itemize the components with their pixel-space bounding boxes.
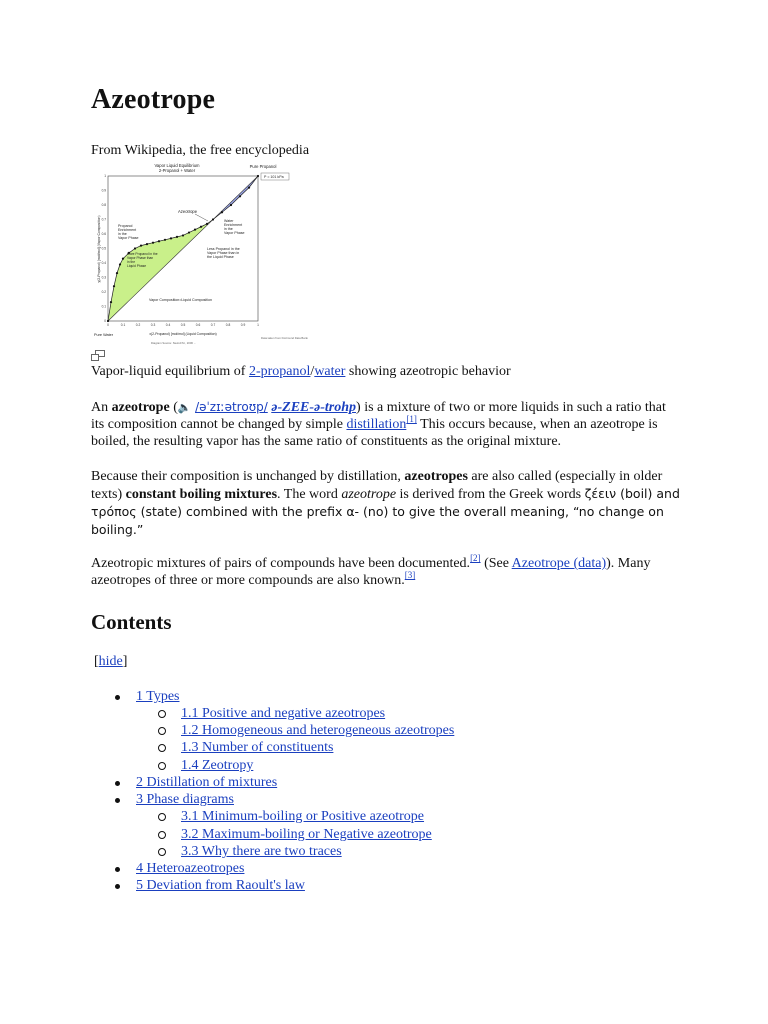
link-ipa[interactable]: /əˈzɪːətroʊp/: [195, 400, 268, 414]
bullet-icon: [115, 884, 120, 889]
label-diagonal: Vapor Composition=Liquid Composition: [149, 298, 212, 302]
citation-2[interactable]: [2]: [470, 553, 481, 563]
toc-link-3-1[interactable]: 3.1 Minimum-boiling or Positive azeotrope: [181, 809, 425, 824]
bold-term-constant-boiling: constant boiling mixtures: [125, 487, 278, 502]
vapor-point-0: [107, 320, 109, 322]
vapor-point-22: [230, 204, 232, 206]
circle-bullet-icon: [158, 831, 166, 839]
label-less-propanol-1: Less Propanol in the: [207, 247, 240, 251]
source-note-2: Diagram Source: Steindl M., 2006 ...: [151, 341, 197, 345]
label-water-enrichment-3: in the: [224, 227, 233, 231]
toc-item: [157, 758, 357, 775]
vapor-point-10: [152, 242, 154, 244]
bullet-icon: [115, 695, 120, 700]
vapor-point-13: [170, 237, 172, 239]
text: ) is a mixture of two or more liquids in such a ratio that its composition cannot be changed by simple: [91, 400, 666, 432]
figure-caption: [91, 364, 511, 380]
y-tick-label: 0: [104, 319, 106, 324]
toc-link-1-3[interactable]: 1.3 Number of constituents: [181, 740, 334, 755]
y-tick-label: 1: [104, 174, 106, 179]
citation-3[interactable]: [3]: [404, 570, 416, 580]
vapor-point-5: [122, 258, 124, 260]
figure-title-2: 2-Propanol + Water: [158, 168, 196, 173]
vapor-point-11: [158, 240, 160, 242]
toc-item: [112, 775, 372, 792]
y-tick-label: 0.2: [101, 290, 106, 295]
toc-item: [157, 809, 487, 826]
y-tick-label: 0.5: [101, 246, 106, 251]
toc-item: [112, 689, 292, 706]
figure-title-1: Vapor Liquid Equilibrium: [154, 163, 200, 168]
vapor-point-15: [182, 234, 184, 236]
toc-link-5[interactable]: 5 Deviation from Raoult's law: [136, 878, 305, 893]
x-tick-label: 0.6: [195, 323, 201, 327]
label-propanol-enrichment-1: Propanol: [118, 224, 133, 228]
vapor-point-4: [119, 263, 121, 265]
circle-bullet-icon: [158, 813, 166, 821]
toc-link-4[interactable]: 4 Heteroazeotropes: [136, 861, 245, 876]
vapor-point-2: [113, 285, 115, 287]
source-note-1: Data taken from Dortmund Data Bank: [261, 336, 308, 340]
vapor-point-3: [116, 272, 118, 274]
vapor-point-9: [146, 243, 148, 245]
x-tick-label: 0.3: [150, 323, 156, 327]
text: An: [91, 400, 112, 415]
label-more-propanol-2: Vapor Phase than: [127, 256, 154, 260]
y-axis-label: y(2-Propanol) [mol/mol] (Vapor Composition): [97, 215, 101, 283]
label-pure-water: Pure Water: [94, 333, 114, 337]
bold-term-azeotropes: azeotropes: [404, 469, 468, 484]
greek-etymology: ζέειν (boil) and τρόπος (state) combined with the prefix α- (no) to give the overall meaning, “no change on boiling.”: [91, 486, 680, 537]
toc-item: [157, 844, 457, 861]
bracket-open: [: [94, 654, 99, 669]
text: This occurs because, when an azeotrope is boiled, the resulting vapor has the same ratio of constituents as the original mixture.: [91, 417, 658, 449]
label-more-propanol-1: More Propanol in the: [127, 252, 158, 256]
circle-bullet-icon: [158, 710, 166, 718]
italic-term-azeotrope: azeotrope: [341, 487, 397, 502]
caption-separator: /: [310, 364, 315, 379]
x-tick-label: 0.5: [180, 323, 186, 327]
y-tick-label: 0.4: [101, 261, 106, 266]
hide-toggle: [94, 654, 127, 670]
text: . The word: [277, 487, 342, 502]
text: is derived from the Greek words: [396, 487, 585, 502]
label-propanol-enrichment-3: in the: [118, 232, 127, 236]
toc-link-1-4[interactable]: 1.4 Zeotropy: [181, 758, 254, 773]
toc-item: [112, 792, 312, 809]
x-tick-label: 0.8: [225, 323, 231, 327]
label-pure-propanol: Pure Propanol: [249, 164, 277, 169]
second-paragraph: [91, 468, 681, 539]
y-tick-label: 0.1: [101, 304, 106, 309]
third-paragraph: [91, 555, 681, 589]
y-tick-label: 0.9: [101, 188, 106, 193]
link-respelling[interactable]: ə-ZEE-ə-trohp: [271, 400, 357, 415]
circle-bullet-icon: [158, 727, 166, 735]
toc-link-3-3[interactable]: 3.3 Why there are two traces: [181, 844, 342, 859]
x-tick-label: 0.1: [120, 323, 126, 327]
text: ). Many azeotropes of three or more compounds are also known.: [91, 556, 651, 588]
bullet-icon: [115, 781, 120, 786]
text: are also called (especially in older texts): [91, 469, 663, 502]
vapor-point-20: [212, 218, 214, 220]
toc-item: [157, 723, 487, 740]
label-less-propanol-3: the Liquid Phase: [207, 255, 234, 259]
y-tick-label: 0.8: [101, 203, 106, 208]
vapor-point-14: [176, 236, 178, 238]
caption-prefix: Vapor-liquid equilibrium of: [91, 364, 249, 379]
label-propanol-enrichment-4: Vapor Phase: [118, 236, 139, 240]
x-tick-label: 0: [107, 323, 109, 327]
label-water-enrichment-1: Water: [224, 219, 234, 223]
vle-diagram[interactable]: [91, 161, 308, 346]
toc-item: [112, 878, 372, 895]
bracket-close: ]: [122, 654, 128, 669]
link-distillation[interactable]: distillation: [346, 417, 407, 432]
circle-bullet-icon: [158, 744, 166, 752]
toc-link-2[interactable]: 2 Distillation of mixtures: [136, 775, 278, 790]
toc-link-3[interactable]: 3 Phase diagrams: [136, 792, 234, 807]
legend-label: P = 101 kPa: [264, 175, 284, 179]
vapor-point-8: [140, 245, 142, 247]
toc-item: [112, 861, 312, 878]
bullet-icon: [115, 798, 120, 803]
y-tick-label: 0.3: [101, 275, 106, 280]
x-tick-label: 1: [257, 323, 259, 327]
toc-link-3-2[interactable]: 3.2 Maximum-boiling or Negative azeotrope: [181, 827, 432, 842]
enlarge-icon[interactable]: [91, 350, 105, 361]
speaker-icon[interactable]: 🔈: [177, 401, 192, 414]
text: (: [169, 400, 178, 415]
label-less-propanol-2: Vapor Phase than in: [207, 251, 240, 255]
bold-term-azeotrope: azeotrope: [111, 400, 170, 415]
citation-1[interactable]: [1]: [406, 414, 417, 424]
y-tick-label: 0.7: [101, 217, 106, 222]
x-tick-label: 0.9: [240, 323, 246, 327]
label-propanol-enrichment-2: Enrichment: [118, 228, 137, 232]
vapor-point-21: [221, 211, 223, 213]
circle-bullet-icon: [158, 762, 166, 770]
text: (See: [480, 556, 512, 571]
link-azeotrope-data[interactable]: Azeotrope (data): [511, 556, 607, 571]
vapor-point-23: [239, 195, 241, 197]
toc-item: [157, 827, 487, 844]
x-tick-label: 0.4: [165, 323, 171, 327]
toc-item: [157, 706, 457, 723]
toc-item: [157, 740, 457, 757]
vapor-point-1: [110, 301, 112, 303]
label-more-propanol-4: Liquid Phase: [127, 264, 147, 268]
hide-link[interactable]: hide: [98, 654, 123, 669]
text: Azeotropic mixtures of pairs of compounds have been documented.: [91, 556, 471, 571]
x-axis-label: x(2-Propanol) [mol/mol] (Liquid Composition): [149, 332, 217, 336]
bullet-icon: [115, 867, 120, 872]
vapor-point-16: [188, 231, 190, 233]
y-tick-label: 0.6: [101, 232, 106, 237]
toc-link-1[interactable]: 1 Types: [136, 689, 180, 704]
intro-paragraph: [91, 399, 681, 450]
contents-heading: Contents: [91, 610, 172, 634]
label-more-propanol-3: in the: [127, 260, 136, 264]
link-2-propanol[interactable]: 2-propanol: [248, 364, 311, 379]
vapor-point-25: [257, 175, 259, 177]
x-tick-label: 0.7: [210, 323, 216, 327]
vapor-point-24: [248, 187, 250, 189]
page-title: Azeotrope: [91, 84, 216, 115]
vapor-point-7: [134, 247, 136, 249]
label-azeotrope: Azeotrope: [178, 209, 198, 214]
link-water[interactable]: water: [314, 364, 346, 379]
caption-suffix: showing azeotropic behavior: [345, 364, 511, 379]
vapor-point-18: [200, 226, 202, 228]
vapor-point-17: [194, 229, 196, 231]
x-tick-label: 0.2: [135, 323, 141, 327]
vapor-point-12: [164, 239, 166, 241]
circle-bullet-icon: [158, 848, 166, 856]
vapor-point-19: [206, 223, 208, 225]
text: Because their composition is unchanged by distillation,: [91, 469, 405, 484]
toc-link-1-2[interactable]: 1.2 Homogeneous and heterogeneous azeotropes: [181, 723, 455, 738]
toc-link-1-1[interactable]: 1.1 Positive and negative azeotropes: [181, 706, 386, 721]
label-water-enrichment-4: Vapor Phase: [224, 231, 245, 235]
label-water-enrichment-2: Enrichment: [224, 223, 243, 227]
tagline: From Wikipedia, the free encyclopedia: [91, 143, 310, 158]
